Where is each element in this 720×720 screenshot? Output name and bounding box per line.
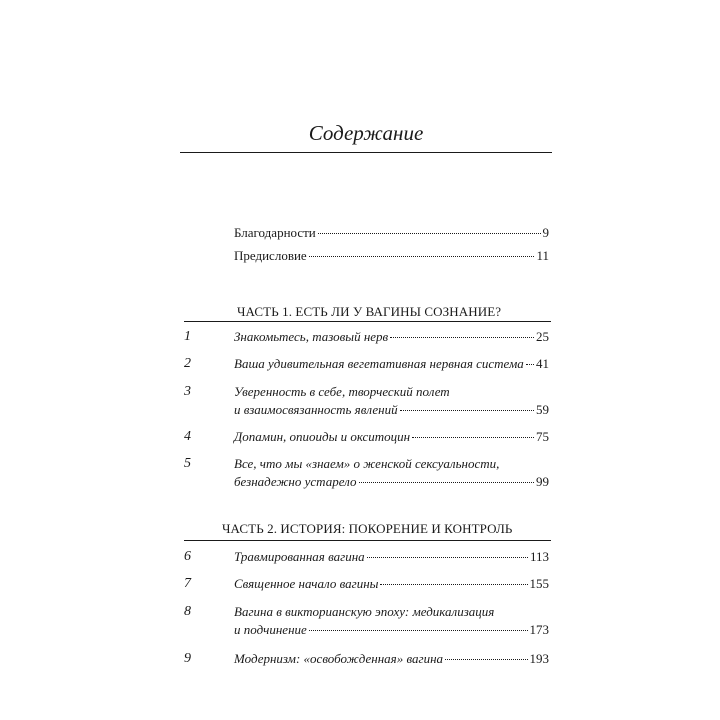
chapter-page: 99 xyxy=(536,474,549,489)
part-2-separator xyxy=(184,540,551,541)
leader-dots xyxy=(390,327,534,338)
chapter-page: 59 xyxy=(536,402,549,417)
chapter-title: Модернизм: «освобожденная» вагина xyxy=(234,651,444,666)
entry-label: Предисловие xyxy=(234,248,307,263)
chapter-title-line-2: безнадежно устарело xyxy=(234,474,357,489)
title-underline xyxy=(180,152,552,153)
chapter-title: Допамин, опиоиды и окситоцин xyxy=(234,429,411,444)
chapter-number: 1 xyxy=(184,329,191,344)
chapter-title-line-2: и взаимосвязанность явлений xyxy=(234,402,398,417)
leader-dots xyxy=(380,574,527,585)
part-1-heading: ЧАСТЬ 1. ЕСТЬ ЛИ У ВАГИНЫ СОЗНАНИЕ? xyxy=(237,304,502,319)
entry-page: 9 xyxy=(542,225,549,240)
leader-dots xyxy=(400,400,534,411)
toc-entry-acknowledgements[interactable] xyxy=(234,224,549,242)
chapter-page: 75 xyxy=(536,429,549,444)
chapter-title: Священное начало вагины xyxy=(234,576,379,591)
chapter-title: Травмированная вагина xyxy=(234,549,365,564)
chapter-page: 113 xyxy=(529,549,549,564)
chapter-title: Ваша удивительная вегетативная нервная система xyxy=(234,356,524,371)
chapter-page: 155 xyxy=(529,576,549,591)
chapter-number: 4 xyxy=(184,429,191,444)
part-1-separator xyxy=(184,321,551,322)
chapter-page: 41 xyxy=(536,356,549,371)
chapter-number: 8 xyxy=(184,604,191,619)
toc-title: Содержание xyxy=(308,121,424,145)
chapter-page: 193 xyxy=(529,651,549,666)
chapter-number: 6 xyxy=(184,549,191,564)
leader-dots xyxy=(318,223,541,234)
chapter-title-line-1: Вагина в викторианскую эпоху: медикализация xyxy=(234,604,495,619)
toc-entry-preface[interactable] xyxy=(234,247,549,265)
chapter-number: 5 xyxy=(184,456,191,471)
entry-page: 11 xyxy=(536,248,549,263)
entry-label: Благодарности xyxy=(234,225,316,240)
chapter-page: 25 xyxy=(536,329,549,344)
leader-dots xyxy=(445,649,527,660)
leader-dots xyxy=(412,427,534,438)
chapter-page: 173 xyxy=(529,622,549,637)
chapter-title-line-1: Все, что мы «знаем» о женской сексуальности, xyxy=(234,456,500,471)
part-2-heading: ЧАСТЬ 2. ИСТОРИЯ: ПОКОРЕНИЕ И КОНТРОЛЬ xyxy=(222,521,513,536)
chapter-number: 2 xyxy=(184,356,191,371)
leader-dots xyxy=(367,547,528,558)
leader-dots xyxy=(309,620,528,631)
chapter-number: 9 xyxy=(184,651,191,666)
leader-dots xyxy=(309,246,535,257)
chapter-number: 7 xyxy=(184,576,191,591)
chapter-title-line-2: и подчинение xyxy=(234,622,307,637)
chapter-title-line-1: Уверенность в себе, творческий полет xyxy=(234,384,450,399)
leader-dots xyxy=(526,354,534,365)
chapter-number: 3 xyxy=(184,384,191,399)
chapter-title: Знакомьтесь, тазовый нерв xyxy=(234,329,389,344)
leader-dots xyxy=(359,472,535,483)
